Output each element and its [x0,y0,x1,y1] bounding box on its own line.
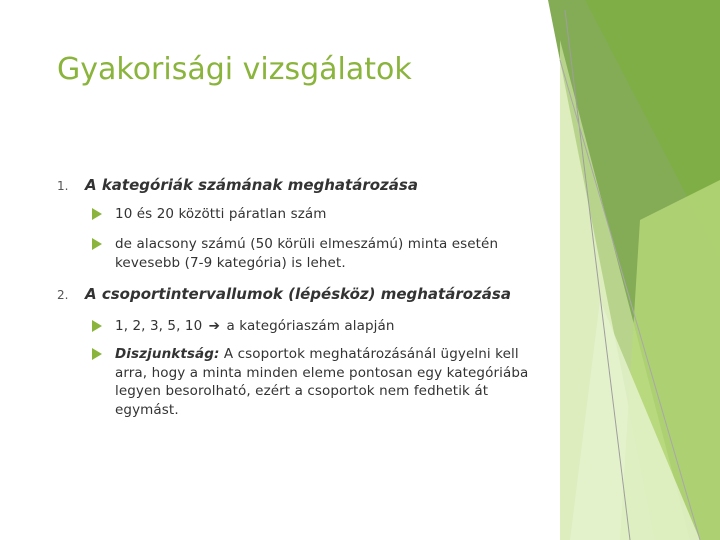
item-2-bullet-1-values: 1, 2, 3, 5, 10 [115,318,203,334]
slide-title: Gyakorisági vizsgálatok [57,52,412,87]
item-1-number: 1. [57,179,69,193]
bullet-icon [92,348,102,360]
bullet-icon [92,208,102,220]
item-2-heading-suffix: ) meghatározása [368,285,511,303]
item-2-bullet-1-suffix: a kategóriaszám alapján [226,318,395,334]
item-1-bullet-1: 10 és 20 közötti páratlan szám [115,206,327,222]
bullet-icon [92,320,102,332]
item-1-heading: A kategóriák számának meghatározása [85,176,418,194]
item-2-bullet-2-text: A csoportok meghatározásánál ügyelni kell arra, hogy a minta minden eleme pontosan egy kategóriába legyen besorolható, ezért a csoportok nem fedhetik át egymást. [115,346,529,418]
item-2-bullet-2-label: Diszjunktság: [115,346,220,362]
item-2-heading [85,285,511,303]
arrow-right-icon: ➔ [208,318,221,334]
item-2-number: 2. [57,288,69,302]
item-1-bullet-2: de alacsony számú (50 körüli elmeszámú) minta esetén kevesebb (7-9 kategória) is lehet. [115,236,499,271]
bullet-icon [92,238,102,250]
item-2-bullet-2 [115,345,555,419]
item-2-bullet-1 [115,317,555,336]
item-2-heading-emph: lépésköz [294,285,369,303]
item-2-heading-prefix: A csoportintervallumok ( [85,285,295,303]
